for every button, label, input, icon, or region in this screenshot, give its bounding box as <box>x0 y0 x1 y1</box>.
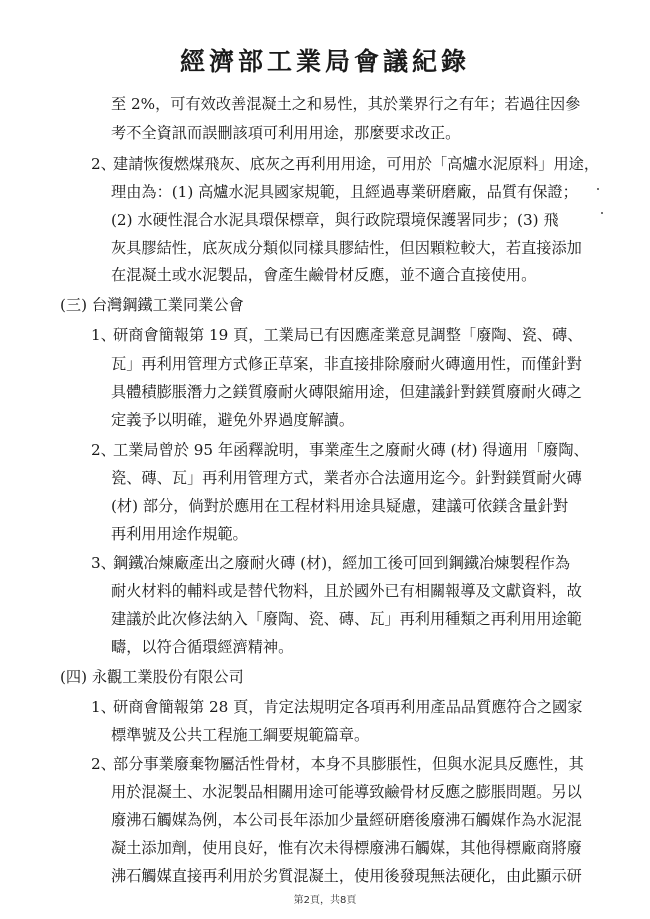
scan-speck <box>601 212 603 214</box>
text-line: 瓦」再利用管理方式修正草案，非直接排除廢耐火磚適用性，而僅針對 <box>111 355 582 373</box>
item-number: 2、 <box>91 155 116 173</box>
text-line: 工業局曾於 95 年函釋說明，事業產生之廢耐火磚 (材) 得適用「廢陶、 <box>113 441 589 459</box>
text-line: 建議於此次修法納入「廢陶、瓷、磚、瓦」再利用種類之再利用用途範 <box>111 610 582 628</box>
text-line: 考不全資訊而誤刪該項可利用用途，那麼要求改正。 <box>111 124 461 142</box>
text-line: 廢沸石觸媒為例，本公司長年添加少量經研磨後廢沸石觸媒作為水泥混 <box>111 811 582 829</box>
text-line: 具體積膨脹潛力之鎂質廢耐火磚限縮用途，但建議針對鎂質廢耐火磚之 <box>111 383 582 401</box>
item-number: 3、 <box>91 554 116 572</box>
item-number: 2、 <box>91 441 116 459</box>
text-line: 標準號及公共工程施工綱要規範篇章。 <box>111 726 370 744</box>
text-line: 至 2%，可有效改善混凝土之和易性，其於業界行之有年；若過往因參 <box>111 95 581 113</box>
item-number: 1、 <box>91 326 116 344</box>
text-line: 疇，以符合循環經濟精神。 <box>111 638 294 656</box>
section-heading: (四) 永觀工業股份有限公司 <box>60 668 244 686</box>
text-line: 理由為：(1) 高爐水泥具國家規範，且經過專業研磨廠，品質有保證； <box>111 183 578 201</box>
item-number: 1、 <box>91 698 116 716</box>
text-line: 沸石觸媒直接再利用於劣質混凝土，使用後發現無法硬化，由此顯示研 <box>111 867 582 885</box>
item-number: 2、 <box>91 755 116 773</box>
scan-speck <box>597 188 599 190</box>
text-line: 部分事業廢棄物屬活性骨材，本身不具膨脹性，但與水泥具反應性，其 <box>113 755 584 773</box>
text-line: 在混凝土或水泥製品，會產生鹼骨材反應，並不適合直接使用。 <box>111 266 537 284</box>
text-line: 建請恢復燃煤飛灰、底灰之再利用用途，可用於「高爐水泥原料」用途， <box>113 155 599 173</box>
text-line: 瓷、磚、瓦」再利用管理方式，業者亦合法適用迄今。針對鎂質耐火磚 <box>111 469 582 487</box>
text-line: 研商會簡報第 19 頁，工業局已有因應產業意見調整「廢陶、瓷、磚、 <box>113 326 583 344</box>
text-line: 凝土添加劑，使用良好，惟有次未得標廢沸石觸媒，其他得標廠商將廢 <box>111 839 582 857</box>
text-line: 定義予以明確，避免外界過度解讀。 <box>111 411 354 429</box>
text-line: (2) 水硬性混合水泥具環保標章，與行政院環境保護署同步；(3) 飛 <box>111 211 559 229</box>
page-title: 經濟部工業局會議紀錄 <box>179 47 470 76</box>
text-line: 用於混凝土、水泥製品相關用途可能導致鹼骨材反應之膨脹問題。另以 <box>111 783 582 801</box>
section-heading: (三) 台灣鋼鐵工業同業公會 <box>60 296 244 314</box>
text-line: 耐火材料的輔料或是替代物料，且於國外已有相關報導及文獻資料，故 <box>111 582 582 600</box>
text-line: (材) 部分，倘對於應用在工程材料用途具疑慮，建議可依鎂含量針對 <box>111 497 569 515</box>
text-line: 研商會簡報第 28 頁，肯定法規明定各項再利用產品品質應符合之國家 <box>113 698 583 716</box>
text-line: 鋼鐵冶煉廠產出之廢耐火磚 (材)，經加工後可回到鋼鐵冶煉製程作為 <box>113 554 571 572</box>
page-footer: 第2頁，共8頁 <box>293 895 357 906</box>
text-line: 灰具膠結性，底灰成分類似同樣具膠結性，但因顆粒較大，若直接添加 <box>111 239 582 257</box>
text-line: 再利用用途作規範。 <box>111 525 248 543</box>
